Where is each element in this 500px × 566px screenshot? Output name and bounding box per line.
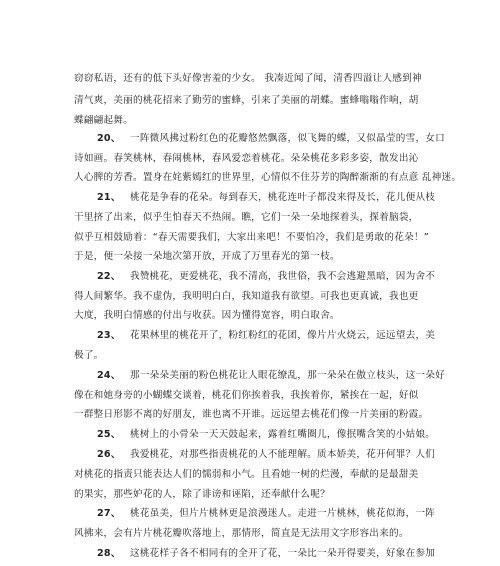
text-line [74, 349, 104, 363]
line-text: 窃窃私语，还有的低下头好像害羞的少女。 我凑近闻了闻，清香四溢让人感到神 [74, 73, 422, 84]
line-text: 桃树上的小骨朵一天天鼓起来，露着红嘴圈儿，像抿嘴含笑的小姑娘。 [130, 429, 436, 440]
item-number: 28、 [97, 548, 121, 559]
text-line [97, 270, 435, 284]
text-line [97, 329, 435, 343]
line-text: 诗如画。春笑桃林，春闹桃林，春风爱恋着桃花。朵朵桃花多彩多姿，散发出沁 [74, 153, 419, 164]
text-line [97, 132, 445, 146]
item-number: 23、 [97, 330, 121, 341]
line-text: 大度，我明白情感的付出与收获。因为懂得宽容，明白取舍。 [74, 310, 340, 321]
item-number: 24、 [97, 370, 121, 381]
text-line [74, 250, 340, 264]
text-line [74, 290, 419, 304]
line-text: 一阵微风拂过粉红色的花瓣悠然飘落，似飞舞的蝶，又似晶莹的雪，女口 [130, 133, 445, 144]
line-text: 于是，便一朵接一朵地次第开放，开成了万里春光的第一枝。 [74, 251, 340, 262]
item-number: 21、 [97, 192, 121, 203]
line-text: 蝶翩翩起舞。 [74, 115, 134, 126]
line-text: 那一朵朵美丽的粉色桃花让人眼花缭乱，那一朵朵在傲立枝头，这一朵好 [130, 370, 445, 381]
text-line [74, 468, 419, 482]
line-text: 极了。 [74, 350, 104, 361]
line-text: 花果林里的桃花开了，粉红粉红的花团，像片片火烧云，远远望去，美 [130, 330, 436, 341]
text-line [97, 547, 435, 561]
line-text: 人心脾的芳香。置身在姹紫嫣红的世界里，心情似不住芬芳的陶醉渐渐的有点意 乱神迷。 [74, 172, 462, 183]
line-text: 这桃花样子各不相同有的全开了花，一朵比一朵开得要美，好象在参加 [130, 548, 436, 559]
item-number: 25、 [97, 429, 121, 440]
line-text: 像在和她身旁的小蝴蝶交谈着，桃花们你挨着我，我挨着你，紧挨在一起，好似 [74, 390, 419, 401]
text-line [74, 171, 461, 185]
line-text: 一群整日形影不离的好朋友，谁也离不开谁。远远望去桃花们像一片美丽的粉霞。 [74, 409, 429, 420]
line-text: 似乎互相鼓励着：“春天需要我们，大家出来吧！不要怕冷，我们是勇敢的花朵！” [74, 232, 429, 243]
item-number: 27、 [97, 508, 121, 519]
line-text: 桃花虽美，但片片桃林更是浪漫迷人。走进一片桃林，桃花似海，一阵 [130, 508, 436, 519]
line-text: 桃花是争春的花朵。每到春天，桃花连叶子都没来得及长，花儿便从枝 [130, 192, 436, 203]
line-text: 清气爽，美丽的桃花招来了勤劳的蜜蜂，引来了美丽的胡蝶。蜜蜂嗡嗡作响，胡 [74, 95, 419, 106]
line-text: 我赞桃花，更爱桃花，我不清高，我世俗，我不会逃避黑暗，因为舍不 [130, 271, 436, 282]
text-line [74, 231, 429, 245]
text-line [97, 369, 445, 383]
text-line [74, 309, 340, 323]
line-text: 风拂来，会有片片桃花瓣吹落地上，那情形，简直是无法用文字形容出来的。 [74, 528, 409, 539]
text-line [97, 191, 435, 205]
text-line [97, 507, 435, 521]
text-line [74, 527, 409, 541]
text-line [97, 428, 435, 442]
text-line [74, 389, 419, 403]
line-text: 对桃花的指责只能表达人们的懦弱和小气。且看她一树的烂漫，奉献的是最甜美 [74, 469, 419, 480]
text-line [74, 408, 428, 422]
text-line [97, 448, 435, 462]
line-text: 我爱桃花，对那些指责桃花的人不能理解。质本娇美，花开何罪？人们 [130, 449, 436, 460]
line-text: 得人间繁华。我不虚伪，我明明白白，我知道我有欲望。可我也更真诚，我也更 [74, 291, 419, 302]
text-line [74, 94, 419, 108]
text-line [74, 114, 133, 128]
item-number: 26、 [97, 449, 121, 460]
line-text: 干里挤了出来，似乎生怕春天不热闹。瞧，它们一朵一朵地探着头，探着脑袋， [74, 212, 419, 223]
item-number: 22、 [97, 271, 121, 282]
text-line [74, 488, 330, 502]
text-line [74, 72, 422, 86]
text-line [74, 211, 419, 225]
item-number: 20、 [97, 133, 121, 144]
line-text: 的果实，那些妒花的人，除了诽谤和诬陷，还奉献什么呢？ [74, 489, 330, 500]
text-line [74, 152, 419, 166]
